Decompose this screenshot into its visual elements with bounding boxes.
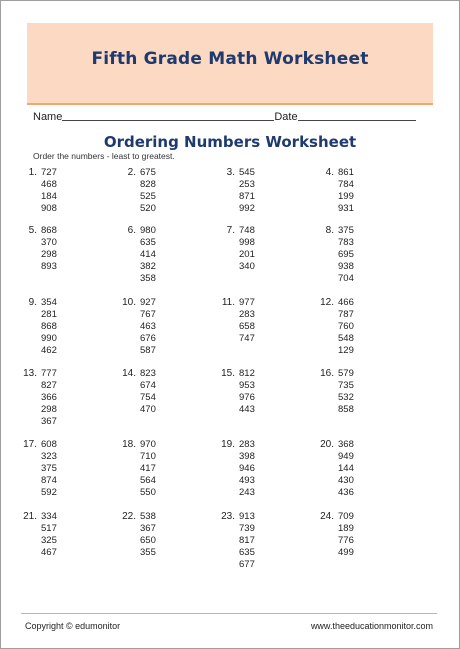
problem-value: 747 [239,333,255,344]
problem-value: 467 [41,547,57,558]
problem-value: 953 [239,380,255,391]
problem-value: 946 [239,463,255,474]
problem-value: 677 [239,559,255,570]
problem-number: 14. [122,368,136,379]
problem-value: 608 [41,439,57,450]
problem-values [140,225,156,285]
problem-values [41,511,57,559]
problem-value: 253 [239,179,255,190]
problem-value: 545 [239,167,255,178]
problem-value: 366 [41,392,57,403]
problem-value: 525 [140,191,156,202]
problem-number: 13. [23,368,37,379]
problem-value: 980 [140,225,156,236]
problem-value: 592 [41,487,57,498]
date-field[interactable] [298,109,416,121]
problem-value: 129 [338,345,354,356]
problem-value: 382 [140,261,156,272]
problem-number: 18. [122,439,136,450]
problem-value: 704 [338,273,354,284]
problem-values [338,439,354,499]
problem-value: 463 [140,321,156,332]
problem-number: 10. [122,297,136,308]
problem-value: 517 [41,523,57,534]
problem-value: 493 [239,475,255,486]
problem-item [114,511,209,596]
problem-value: 868 [41,225,57,236]
problem-number: 17. [23,439,37,450]
problem-number: 7. [226,225,235,236]
problem-value: 635 [239,547,255,558]
problem-value: 650 [140,535,156,546]
problem-value: 927 [140,297,156,308]
date-label: Date [274,111,298,123]
problem-value: 325 [41,535,57,546]
problem-value: 777 [41,368,57,379]
problem-value: 367 [41,416,57,427]
problem-value: 354 [41,297,57,308]
problem-number: 11. [221,297,235,308]
problem-number: 19. [221,439,235,450]
problem-number: 24. [320,511,334,522]
problem-value: 398 [239,451,255,462]
problem-value: 871 [239,191,255,202]
problem-values [338,297,354,357]
problem-number: 23. [221,511,235,522]
problem-values [140,439,156,499]
problem-number: 4. [325,167,334,178]
problem-value: 998 [239,237,255,248]
problem-value: 587 [140,345,156,356]
problem-value: 787 [338,309,354,320]
problem-value: 358 [140,273,156,284]
problem-value: 874 [41,475,57,486]
problem-value: 976 [239,392,255,403]
problem-value: 739 [239,523,255,534]
problem-value: 695 [338,249,354,260]
problem-value: 767 [140,309,156,320]
problem-values [338,511,354,559]
problem-value: 538 [140,511,156,522]
problem-value: 913 [239,511,255,522]
problem-value: 868 [41,321,57,332]
problem-number: 8. [325,225,334,236]
problem-number: 20. [320,439,334,450]
problem-value: 462 [41,345,57,356]
problem-value: 375 [41,463,57,474]
problem-value: 283 [239,439,255,450]
problem-values [41,297,57,357]
problem-value: 298 [41,249,57,260]
problem-value: 823 [140,368,156,379]
copyright-text: Copyright © edumonitor [25,621,121,631]
problem-values [338,225,354,285]
problem-item [312,511,407,596]
problem-values [239,297,255,345]
problem-value: 861 [338,167,354,178]
problem-value: 548 [338,333,354,344]
problem-value: 938 [338,261,354,272]
problem-value: 709 [338,511,354,522]
problem-value: 908 [41,203,57,214]
problem-value: 828 [140,179,156,190]
problem-values [41,439,57,499]
problem-value: 990 [41,333,57,344]
problem-values [140,511,156,559]
problem-value: 334 [41,511,57,522]
problem-value: 776 [338,535,354,546]
problem-value: 340 [239,261,255,272]
problem-value: 184 [41,191,57,202]
problem-value: 436 [338,487,354,498]
problem-value: 298 [41,404,57,415]
problem-value: 370 [41,237,57,248]
problem-value: 189 [338,523,354,534]
problem-values [239,167,255,215]
problem-value: 992 [239,203,255,214]
problem-value: 417 [140,463,156,474]
problem-number: 12. [320,297,334,308]
problem-value: 784 [338,179,354,190]
problem-value: 754 [140,392,156,403]
problem-number: 1. [28,167,37,178]
worksheet-title: Ordering Numbers Worksheet [103,133,357,151]
problem-value: 635 [140,237,156,248]
problem-value: 468 [41,179,57,190]
problem-value: 323 [41,451,57,462]
problem-values [140,297,156,357]
problem-item [15,511,110,596]
problem-values [239,439,255,499]
page-title: Fifth Grade Math Worksheet [91,49,369,69]
problem-value: 281 [41,309,57,320]
problem-value: 970 [140,439,156,450]
problem-values [140,167,156,215]
problem-value: 817 [239,535,255,546]
problem-values [338,167,354,215]
problem-values [140,368,156,416]
problem-value: 760 [338,321,354,332]
problem-values [41,167,57,215]
problem-value: 812 [239,368,255,379]
problem-number: 2. [127,167,136,178]
problem-value: 144 [338,463,354,474]
problem-values [239,368,255,416]
problem-value: 579 [338,368,354,379]
problem-number: 16. [320,368,334,379]
problem-values [41,368,57,428]
problem-number: 6. [127,225,136,236]
problem-value: 283 [239,309,255,320]
problem-number: 5. [28,225,37,236]
problem-value: 355 [140,547,156,558]
instruction-text: Order the numbers - least to greatest. [33,151,175,161]
problem-values [338,368,354,416]
problem-value: 748 [239,225,255,236]
problem-value: 470 [140,404,156,415]
problem-value: 676 [140,333,156,344]
problem-value: 375 [338,225,354,236]
problem-value: 658 [239,321,255,332]
problem-value: 564 [140,475,156,486]
footer-divider [21,613,437,614]
problem-value: 550 [140,487,156,498]
problem-value: 367 [140,523,156,534]
problem-value: 430 [338,475,354,486]
problem-value: 443 [239,404,255,415]
problem-value: 466 [338,297,354,308]
problem-number: 3. [226,167,235,178]
problem-value: 977 [239,297,255,308]
problem-value: 499 [338,547,354,558]
website-text: www.theeducationmonitor.com [310,621,433,631]
problem-number: 15. [221,368,235,379]
problem-value: 201 [239,249,255,260]
problem-value: 674 [140,380,156,391]
name-label: Name [33,111,63,123]
problem-value: 949 [338,451,354,462]
problem-value: 735 [338,380,354,391]
problem-value: 710 [140,451,156,462]
header-band [27,23,433,105]
problem-value: 520 [140,203,156,214]
problem-value: 858 [338,404,354,415]
problem-value: 414 [140,249,156,260]
problem-value: 893 [41,261,57,272]
problem-value: 727 [41,167,57,178]
problem-number: 22. [122,511,136,522]
problem-value: 931 [338,203,354,214]
name-date-line [33,109,415,123]
problem-value: 532 [338,392,354,403]
problem-values [239,225,255,273]
problem-item [213,511,308,596]
name-field[interactable] [62,109,274,121]
problem-number: 21. [23,511,37,522]
problem-value: 783 [338,237,354,248]
problem-values [41,225,57,273]
problem-number: 9. [28,297,37,308]
problem-value: 243 [239,487,255,498]
problem-values [239,511,255,571]
problem-value: 368 [338,439,354,450]
problem-value: 827 [41,380,57,391]
problem-value: 199 [338,191,354,202]
problem-value: 675 [140,167,156,178]
